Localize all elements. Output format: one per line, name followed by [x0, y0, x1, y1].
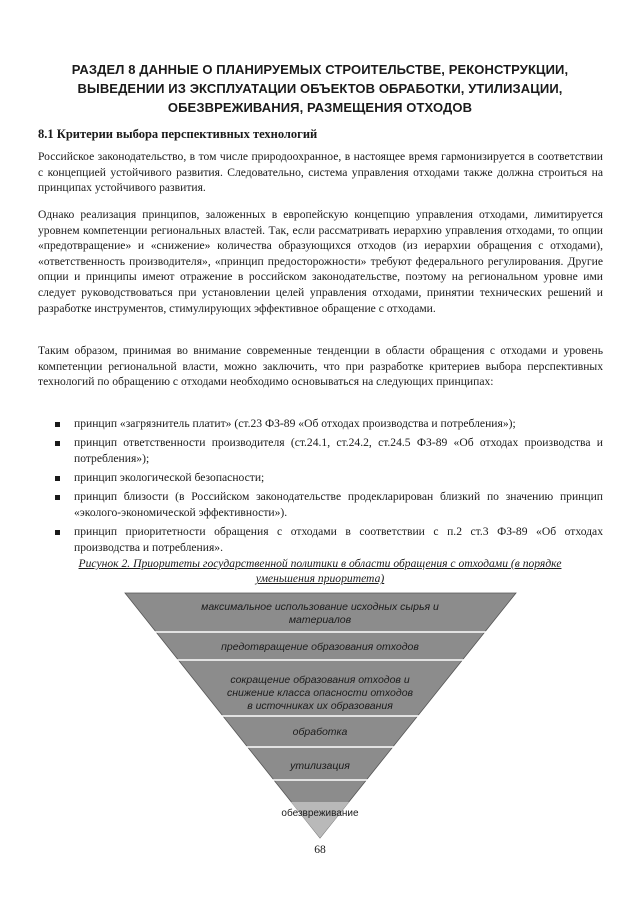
pyramid-level-label: обработка — [292, 726, 348, 738]
paragraph-principles-intro: Таким образом, принимая во внимание современные тенденции в области обращения с отходами и уровень компетенции региональной власти, можно заключить, что при разработке критериев выбора перспективных технологий по обращению с отходами необходимо основываться на следующих принципах: — [38, 344, 603, 389]
pyramid-level-5 — [289, 760, 350, 772]
pyramid-level-label: обезвреживание — [281, 808, 359, 819]
pyramid-level-label: максимальное использование исходных сырья и — [201, 601, 439, 613]
pyramid-level-label: сокращение образования отходов и — [230, 674, 410, 686]
list-item-text: принцип приоритетности обращения с отходами в соответствии с п.2 ст.3 ФЗ-89 «Об отходах производства и потребления». — [74, 524, 603, 554]
section-title-line: ВЫВЕДЕНИИ ИЗ ЭКСПЛУАТАЦИИ ОБЪЕКТОВ ОБРАБОТКИ, УТИЛИЗАЦИИ, — [77, 81, 563, 96]
pyramid-level-2 — [221, 641, 419, 653]
page-number: 68 — [314, 843, 326, 856]
list-item-text: принцип ответственности производителя (ст.24.1, ст.24.2, ст.24.5 ФЗ-89 «Об отходах производства и потребления»); — [74, 436, 603, 465]
pyramid-level-6 — [281, 807, 359, 819]
list-item-text: принцип близости (в Российском законодательстве продекларирован близкий по значению принцип «эколого-экономической эффективности»). — [74, 490, 603, 519]
pyramid-level-4 — [293, 726, 348, 738]
list-item-text: принцип экологической безопасности; — [74, 470, 265, 484]
figure-caption-line: Рисунок 2. Приоритеты государственной политики в области обращения с отходами (в порядке — [78, 557, 562, 570]
section-title-line: РАЗДЕЛ 8 ДАННЫЕ О ПЛАНИРУЕМЫХ СТРОИТЕЛЬСТВЕ, РЕКОНСТРУКЦИИ, — [71, 62, 569, 77]
pyramid-level-3 — [227, 674, 414, 712]
pyramid-level-label: в источниках их образования — [247, 700, 393, 712]
paragraph-regional-competence: Однако реализация принципов, заложенных в европейскую концепцию управления отходами, лимитируется уровнем компетенции региональных властей. Так, если рассматривать иерархию управления отходами, то опции «предотвращение» и «снижение» количества образующихся отходов (из иерархии обращения с отходами), «ответственность производителя», «принцип предосторожности» требуют федерального регулирования. Другие опции и принципы имеют отражение в российском законодательстве, поэтому на региональном уровне ими следует руководствоваться при установлении целей управления отходами, принятии технических решений и разработке инструментов, стимулирующих эффективное обращение с отходами. — [38, 208, 603, 315]
figure-caption-line: уменьшения приоритета) — [255, 572, 385, 586]
pyramid-level-label: материалов — [288, 614, 352, 626]
pyramid-level-label: снижение класса опасности отходов — [226, 687, 414, 699]
pyramid-level-label: предотвращение образования отходов — [221, 641, 419, 653]
paragraph-sustainable-development: Российское законодательство, в том числе природоохранное, в настоящее время гармонизируется в соответствии с концепцией устойчивого развития. Следовательно, система управления отходами также должна строиться на принципах устойчивого развития. — [38, 150, 603, 195]
section-title-line: ОБЕЗВРЕЖИВАНИЯ, РАЗМЕЩЕНИЯ ОТХОДОВ — [167, 100, 473, 115]
pyramid-level-label: утилизация — [290, 760, 350, 772]
subsection-title: 8.1 Критерии выбора перспективных технологий — [38, 127, 318, 141]
list-item-text: принцип «загрязнитель платит» (ст.23 ФЗ-89 «Об отходах производства и потребления»); — [74, 417, 516, 430]
